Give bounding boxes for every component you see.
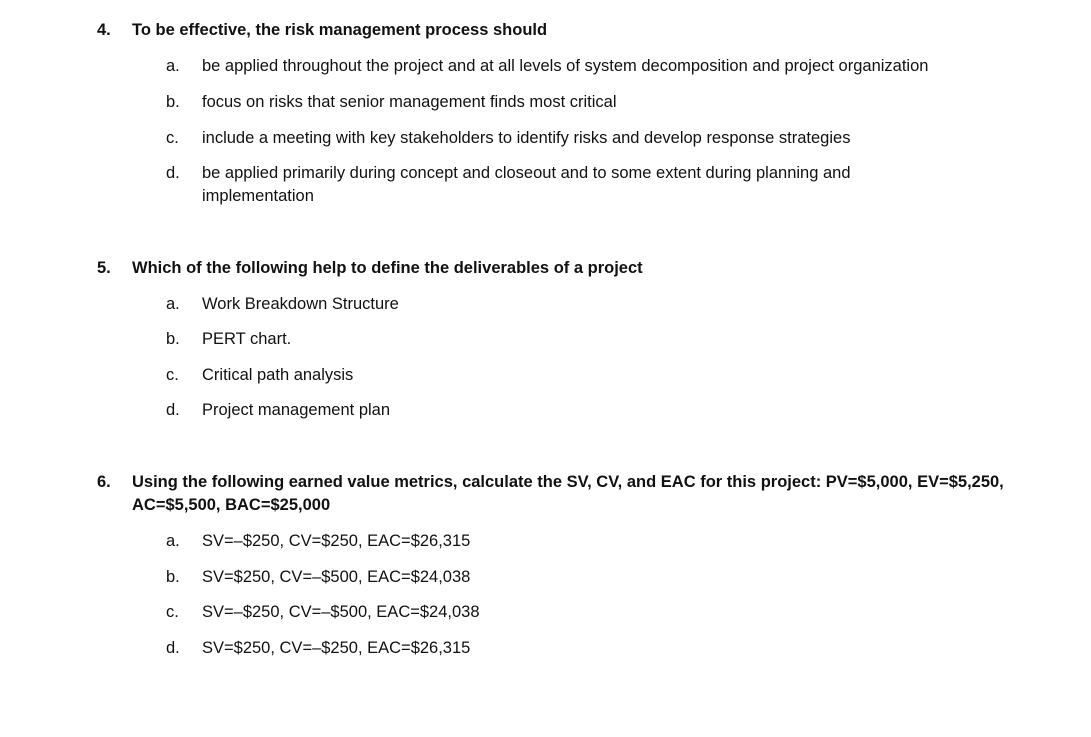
option-letter: c. xyxy=(166,603,179,621)
question-number: 6. xyxy=(97,473,111,491)
option-letter: a. xyxy=(166,532,180,550)
option-letter: d. xyxy=(166,164,180,182)
option-letter: a. xyxy=(166,57,180,75)
option-letter: c. xyxy=(166,129,179,147)
option-letter: a. xyxy=(166,295,180,313)
option-letter: d. xyxy=(166,639,180,657)
question-text: Using the following earned value metrics, calculate the SV, CV, and EAC for this project: PV=$5,000, EV=$5,250, AC=$5,500, BAC=$25,000 xyxy=(132,473,1004,514)
option-letter: c. xyxy=(166,366,179,384)
option-letter: b. xyxy=(166,93,180,111)
option-text: SV=–$250, CV=$250, EAC=$26,315 xyxy=(202,532,471,550)
option-text: Project management plan xyxy=(202,401,391,419)
option-text: be applied primarily during concept and closeout and to some extent during planning and implementation xyxy=(202,164,851,205)
option-text: SV=$250, CV=–$500, EAC=$24,038 xyxy=(202,568,471,586)
option-letter: d. xyxy=(166,401,180,419)
option-text: focus on risks that senior management finds most critical xyxy=(202,93,617,111)
question-number: 5. xyxy=(97,259,111,277)
option-letter: b. xyxy=(166,330,180,348)
question-number: 4. xyxy=(97,21,111,39)
option-text: include a meeting with key stakeholders to identify risks and develop response strategies xyxy=(202,129,851,147)
option-text: SV=–$250, CV=–$500, EAC=$24,038 xyxy=(202,603,480,621)
option-text: Work Breakdown Structure xyxy=(202,295,399,313)
option-text: Critical path analysis xyxy=(202,366,354,384)
question-text: Which of the following help to define the deliverables of a project xyxy=(132,259,643,277)
option-letter: b. xyxy=(166,568,180,586)
option-text: be applied throughout the project and at all levels of system decomposition and project organization xyxy=(202,57,929,75)
question-text: To be effective, the risk management process should xyxy=(132,21,548,39)
option-text: PERT chart. xyxy=(202,330,292,348)
option-text: SV=$250, CV=–$250, EAC=$26,315 xyxy=(202,639,471,657)
